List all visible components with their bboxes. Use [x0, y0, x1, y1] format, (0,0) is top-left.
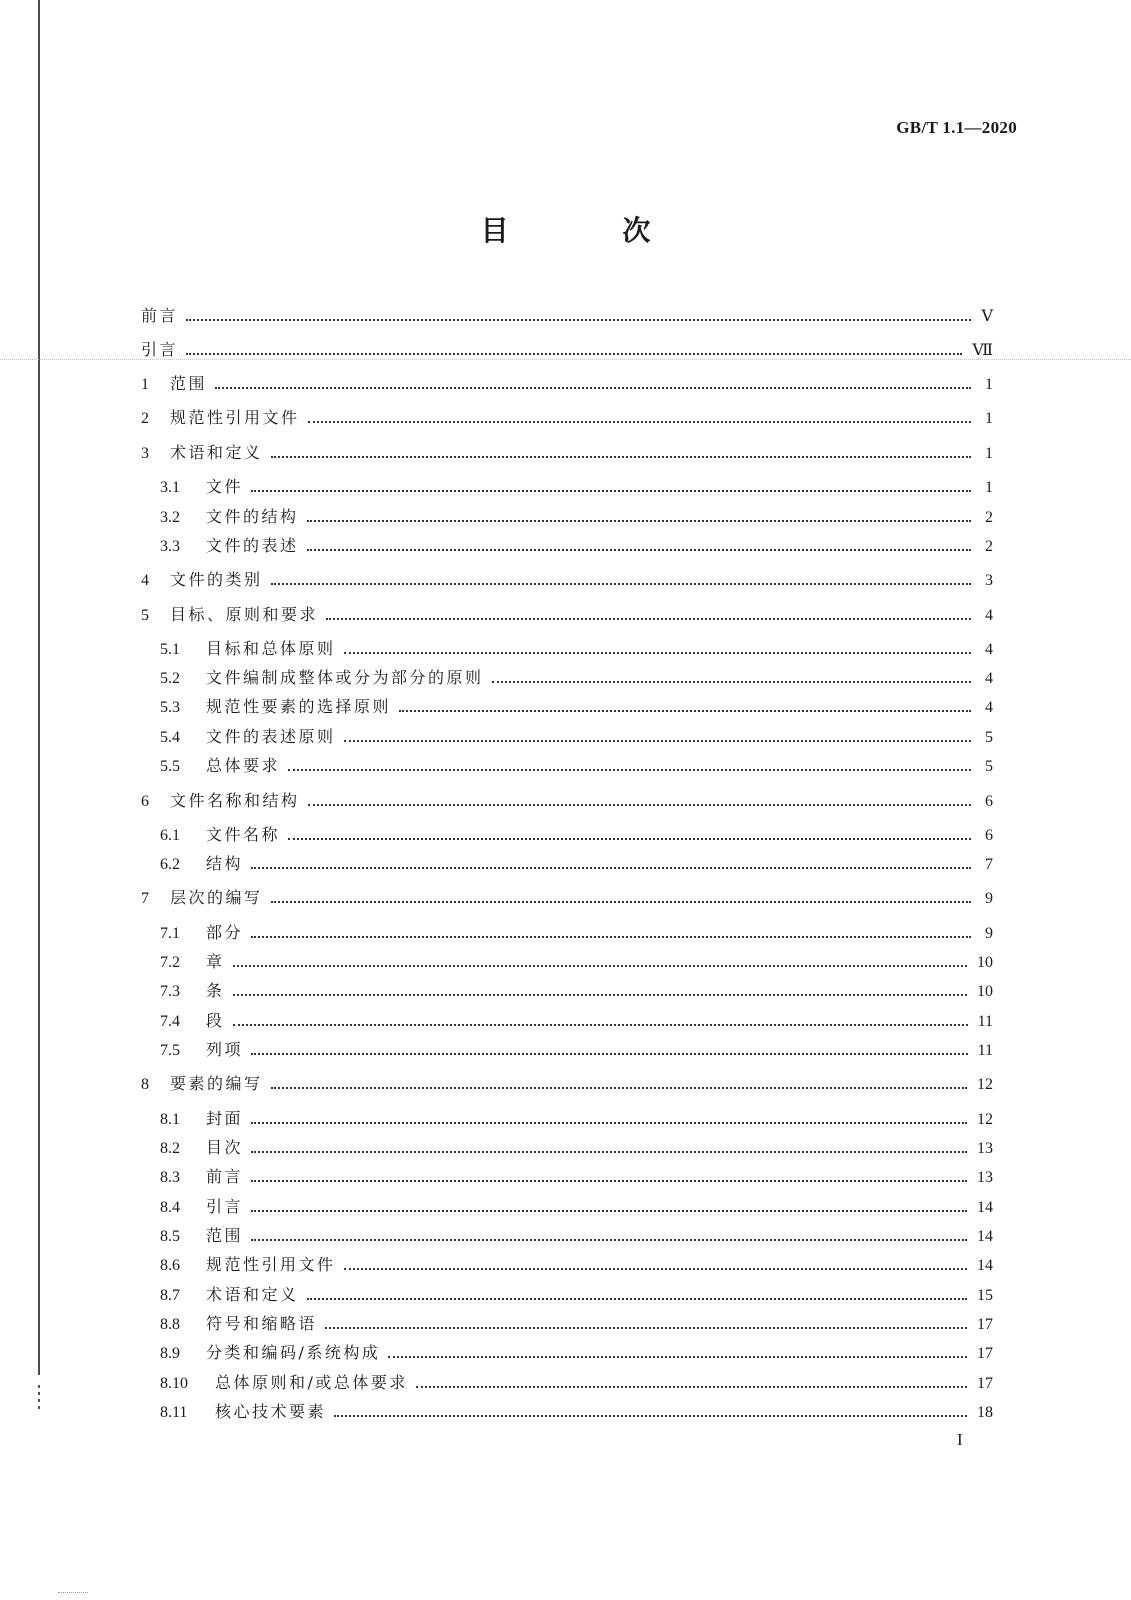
toc-entry-number: 8.4 — [160, 1199, 180, 1216]
toc-entry-label: 核心技术要素 — [215, 1402, 327, 1421]
toc-dot-leader — [388, 1356, 967, 1358]
toc-entry-label: 文件的表述 — [206, 536, 299, 555]
toc-entry-label: 总体原则和/或总体要求 — [215, 1373, 408, 1392]
toc-entry-page: 14 — [977, 1199, 993, 1216]
toc-entry[interactable] — [160, 665, 993, 691]
toc-entry-number: 6.2 — [160, 856, 180, 873]
toc-entry-label: 目标、原则和要求 — [170, 605, 319, 624]
toc-entry-number: 8.11 — [160, 1404, 188, 1421]
toc-entry-number: 1 — [141, 376, 149, 393]
toc-entry-label: 文件的表述原则 — [206, 727, 336, 746]
toc-entry-number: 5.2 — [160, 670, 180, 687]
toc-entry-number: 7.2 — [160, 954, 180, 971]
toc-entry[interactable] — [160, 1340, 993, 1366]
toc-entry[interactable] — [160, 724, 993, 750]
toc-entry-number: 8.5 — [160, 1228, 180, 1245]
toc-entry-page: 13 — [977, 1140, 993, 1157]
toc-entry-label: 部分 — [206, 923, 244, 942]
toc-dot-leader — [344, 1268, 967, 1270]
toc-dot-leader — [251, 1210, 967, 1212]
toc-entry-label: 目次 — [206, 1138, 244, 1157]
toc-entry-page: 17 — [977, 1375, 993, 1392]
toc-entry-page: 4 — [985, 670, 993, 687]
toc-entry-number: 5.4 — [160, 729, 180, 746]
toc-entry-number: 7.3 — [160, 983, 180, 1000]
toc-entry[interactable] — [141, 405, 993, 431]
toc-dot-leader — [344, 652, 971, 654]
toc-entry-page: 5 — [985, 758, 993, 775]
toc-dot-leader — [233, 994, 967, 996]
toc-entry-number: 6 — [141, 793, 149, 810]
toc-entry-label: 条 — [206, 981, 225, 1000]
toc-entry-number: 3.1 — [160, 479, 180, 496]
toc-entry[interactable] — [160, 978, 993, 1004]
toc-entry-number: 7.4 — [160, 1013, 180, 1030]
toc-entry-page: 11 — [977, 1013, 993, 1030]
toc-entry[interactable] — [160, 1370, 993, 1396]
toc-entry-label: 文件名称和结构 — [170, 791, 300, 810]
toc-entry[interactable] — [141, 885, 993, 911]
toc-entry[interactable] — [141, 602, 993, 628]
toc-entry[interactable] — [141, 337, 993, 363]
toc-entry-page: 9 — [985, 890, 993, 907]
toc-dot-leader — [251, 1122, 967, 1124]
toc-entry-page: 7 — [985, 856, 993, 873]
toc-entry-number: 8 — [141, 1076, 149, 1093]
toc-entry-label: 段 — [206, 1011, 225, 1030]
toc-entry[interactable] — [141, 1071, 993, 1097]
toc-entry-page: 2 — [985, 509, 993, 526]
toc-entry-label: 文件名称 — [206, 825, 281, 844]
page-number: I — [957, 1430, 963, 1449]
toc-entry-page: 5 — [985, 729, 993, 746]
toc-entry-number: 7.5 — [160, 1042, 180, 1059]
toc-entry[interactable] — [160, 753, 993, 779]
toc-entry-number: 8.3 — [160, 1169, 180, 1186]
toc-entry-page: 17 — [977, 1345, 993, 1362]
toc-dot-leader — [326, 618, 971, 620]
toc-entry-number: 8.1 — [160, 1111, 180, 1128]
toc-entry-label: 引言 — [141, 340, 179, 359]
toc-entry-number: 3.3 — [160, 538, 180, 555]
toc-entry-page: 6 — [985, 827, 993, 844]
toc-entry-page: 10 — [977, 954, 993, 971]
toc-dot-leader — [271, 583, 971, 585]
toc-title: 目 次 — [480, 214, 703, 247]
toc-entry[interactable] — [160, 1252, 993, 1278]
document-number: GB/T 1.1—2020 — [896, 118, 1017, 137]
toc-dot-leader — [186, 319, 971, 321]
toc-entry[interactable] — [160, 694, 993, 720]
toc-entry[interactable] — [141, 567, 993, 593]
toc-entry-page: 1 — [985, 410, 993, 427]
toc-dot-leader — [186, 353, 962, 355]
toc-entry-number: 8.9 — [160, 1345, 180, 1362]
toc-entry-label: 文件编制成整体或分为部分的原则 — [206, 668, 484, 687]
toc-entry-number: 8.2 — [160, 1140, 180, 1157]
toc-entry-label: 术语和定义 — [170, 443, 263, 462]
toc-dot-leader — [308, 804, 971, 806]
toc-entry-page: 6 — [985, 793, 993, 810]
toc-entry-page: 9 — [985, 925, 993, 942]
toc-dot-leader — [307, 549, 971, 551]
toc-dot-leader — [233, 965, 967, 967]
toc-entry-number: 8.10 — [160, 1375, 188, 1392]
toc-entry-label: 规范性要素的选择原则 — [206, 697, 392, 716]
toc-entry-page: Ⅶ — [972, 342, 993, 359]
toc-entry-label: 引言 — [206, 1197, 244, 1216]
toc-entry-label: 封面 — [206, 1109, 244, 1128]
toc-dot-leader — [399, 710, 971, 712]
toc-entry-number: 2 — [141, 410, 149, 427]
toc-entry-label: 前言 — [141, 306, 179, 325]
toc-dot-leader — [492, 681, 971, 683]
toc-entry-page: 11 — [977, 1042, 993, 1059]
toc-entry[interactable] — [160, 920, 993, 946]
toc-entry-label: 范围 — [206, 1226, 244, 1245]
toc-dot-leader — [307, 1298, 967, 1300]
toc-entry-page: 13 — [977, 1169, 993, 1186]
toc-entry-label: 要素的编写 — [170, 1074, 263, 1093]
toc-dot-leader — [307, 520, 971, 522]
toc-entry[interactable] — [160, 1037, 993, 1063]
toc-entry-label: 规范性引用文件 — [170, 408, 300, 427]
toc-entry-page: 1 — [985, 445, 993, 462]
toc-entry-number: 8.7 — [160, 1287, 180, 1304]
toc-dot-leader — [308, 421, 971, 423]
toc-entry-page: 14 — [977, 1257, 993, 1274]
toc-entry[interactable] — [160, 1106, 993, 1132]
toc-entry-page: 14 — [977, 1228, 993, 1245]
toc-entry-number: 6.1 — [160, 827, 180, 844]
toc-entry[interactable] — [160, 533, 993, 559]
toc-dot-leader — [251, 1239, 967, 1241]
toc-entry[interactable] — [141, 303, 993, 329]
toc-dot-leader — [288, 838, 971, 840]
toc-entry-page: 3 — [985, 572, 993, 589]
toc-entry-number: 5.3 — [160, 699, 180, 716]
toc-entry[interactable] — [160, 1194, 993, 1220]
toc-dot-leader — [416, 1386, 967, 1388]
toc-dot-leader — [288, 769, 971, 771]
toc-entry-number: 7 — [141, 890, 149, 907]
toc-dot-leader — [325, 1327, 967, 1329]
toc-entry[interactable] — [141, 371, 993, 397]
toc-entry-label: 文件 — [206, 477, 244, 496]
toc-dot-leader — [344, 740, 971, 742]
toc-dot-leader — [334, 1415, 967, 1417]
toc-entry[interactable] — [160, 822, 993, 848]
toc-entry[interactable] — [160, 1223, 993, 1249]
toc-entry-page: 2 — [985, 538, 993, 555]
toc-dot-leader — [271, 1087, 967, 1089]
toc-dot-leader — [251, 490, 971, 492]
toc-entry[interactable] — [160, 504, 993, 530]
toc-entry[interactable] — [160, 636, 993, 662]
toc-entry[interactable] — [160, 1311, 993, 1337]
toc-dot-leader — [251, 1151, 967, 1153]
toc-entry[interactable] — [160, 1135, 993, 1161]
toc-dot-leader — [251, 936, 971, 938]
toc-dot-leader — [233, 1024, 968, 1026]
toc-entry[interactable] — [160, 474, 993, 500]
toc-entry-number: 8.8 — [160, 1316, 180, 1333]
toc-entry-label: 文件的结构 — [206, 507, 299, 526]
toc-entry-number: 3 — [141, 445, 149, 462]
toc-entry-page: 4 — [985, 641, 993, 658]
toc-entry-label: 列项 — [206, 1040, 244, 1059]
toc-entry[interactable] — [141, 440, 993, 466]
toc-entry-number: 8.6 — [160, 1257, 180, 1274]
toc-entry-page: 1 — [985, 479, 993, 496]
toc-entry-label: 目标和总体原则 — [206, 639, 336, 658]
toc-dot-leader — [251, 1053, 968, 1055]
toc-entry-page: 1 — [985, 376, 993, 393]
toc-entry-page: 4 — [985, 607, 993, 624]
toc-dot-leader — [271, 901, 971, 903]
toc-entry[interactable] — [160, 1164, 993, 1190]
toc-entry-page: 15 — [977, 1287, 993, 1304]
toc-entry[interactable] — [141, 788, 993, 814]
toc-entry[interactable] — [160, 1399, 993, 1425]
toc-entry-number: 3.2 — [160, 509, 180, 526]
toc-dot-leader — [215, 387, 971, 389]
toc-entry-page: 4 — [985, 699, 993, 716]
toc-entry-label: 章 — [206, 952, 225, 971]
toc-entry-label: 总体要求 — [206, 756, 281, 775]
toc-entry-label: 文件的类别 — [170, 570, 263, 589]
toc-entry-page: 10 — [977, 983, 993, 1000]
toc-entry-page: 12 — [977, 1076, 993, 1093]
toc-dot-leader — [251, 867, 971, 869]
toc-entry-label: 术语和定义 — [206, 1285, 299, 1304]
toc-entry-label: 层次的编写 — [170, 888, 263, 907]
toc-dot-leader — [251, 1180, 967, 1182]
toc-entry-number: 5.5 — [160, 758, 180, 775]
toc-entry[interactable] — [160, 949, 993, 975]
toc-entry-label: 结构 — [206, 854, 244, 873]
toc-entry-label: 范围 — [170, 374, 208, 393]
toc-entry-page: 18 — [977, 1404, 993, 1421]
toc-dot-leader — [271, 456, 971, 458]
toc-entry-number: 5.1 — [160, 641, 180, 658]
toc-entry-page: 17 — [977, 1316, 993, 1333]
toc-entry[interactable] — [160, 1008, 993, 1034]
toc-entry[interactable] — [160, 851, 993, 877]
toc-entry-label: 前言 — [206, 1167, 244, 1186]
toc-entry-page: 12 — [977, 1111, 993, 1128]
toc-entry-label: 规范性引用文件 — [206, 1255, 336, 1274]
toc-entry-number: 5 — [141, 607, 149, 624]
toc-entry-number: 7.1 — [160, 925, 180, 942]
toc-entry[interactable] — [160, 1282, 993, 1308]
toc-entry-number: 4 — [141, 572, 149, 589]
toc-entry-page: Ⅴ — [981, 308, 993, 325]
toc-entry-label: 分类和编码/系统构成 — [206, 1343, 381, 1362]
toc-entry-label: 符号和缩略语 — [206, 1314, 318, 1333]
